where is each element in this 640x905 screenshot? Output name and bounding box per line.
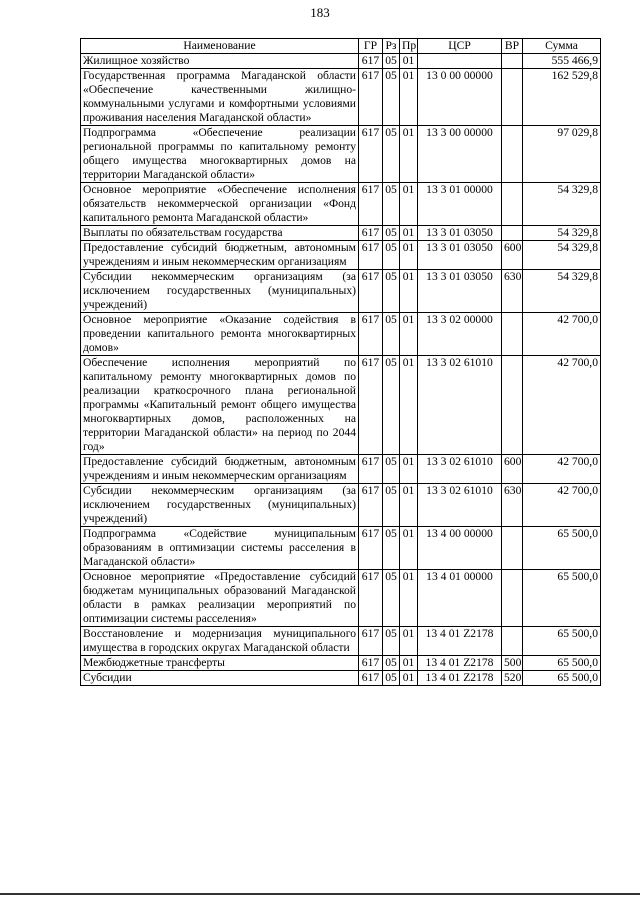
cell-sum: 54 329,8 [523,241,601,270]
cell-csr: 13 3 02 61010 [418,356,502,455]
page-number: 183 [310,5,330,20]
cell-rz: 05 [383,356,400,455]
table-row [81,455,601,484]
table-row [81,54,601,69]
cell-gr: 617 [359,627,383,656]
cell-gr: 617 [359,126,383,183]
cell-sum: 65 500,0 [523,570,601,627]
cell-pr: 01 [400,241,418,270]
cell-csr: 13 4 00 00000 [418,527,502,570]
cell-gr: 617 [359,183,383,226]
cell-gr: 617 [359,270,383,313]
column-header-rz: Рз [383,39,400,54]
cell-pr: 01 [400,570,418,627]
table-row [81,671,601,686]
cell-vr [502,226,523,241]
table-row [81,527,601,570]
cell-gr: 617 [359,69,383,126]
cell-pr: 01 [400,226,418,241]
cell-rz: 05 [383,656,400,671]
cell-vr: 600 [502,241,523,270]
cell-sum: 162 529,8 [523,69,601,126]
cell-rz: 05 [383,484,400,527]
cell-csr: 13 3 01 03050 [418,270,502,313]
cell-sum: 97 029,8 [523,126,601,183]
cell-csr: 13 0 00 00000 [418,69,502,126]
cell-gr: 617 [359,313,383,356]
cell-rz: 05 [383,270,400,313]
cell-csr: 13 3 01 03050 [418,241,502,270]
cell-sum: 555 466,9 [523,54,601,69]
cell-pr: 01 [400,627,418,656]
cell-gr: 617 [359,484,383,527]
cell-gr: 617 [359,671,383,686]
cell-csr: 13 3 02 61010 [418,484,502,527]
cell-csr: 13 3 02 61010 [418,455,502,484]
cell-vr [502,527,523,570]
cell-name: Субсидии некоммерческим организациям (за исключением государственных (муниципальных) учреждений) [81,484,359,527]
cell-csr: 13 4 01 Z2178 [418,627,502,656]
table-row [81,241,601,270]
cell-pr: 01 [400,69,418,126]
cell-pr: 01 [400,126,418,183]
cell-vr [502,54,523,69]
cell-vr: 600 [502,455,523,484]
cell-name: Основное мероприятие «Обеспечение исполнения обязательств некоммерческой организации «Фонд капитального ремонта Магаданской области» [81,183,359,226]
table-row [81,69,601,126]
column-header-pr: Пр [400,39,418,54]
cell-csr: 13 4 01 00000 [418,570,502,627]
table-row [81,126,601,183]
cell-name: Выплаты по обязательствам государства [81,226,359,241]
cell-name: Подпрограмма «Обеспечение реализации региональной программы по капитальному ремонту общего имущества многоквартирных домов на территории Магаданской области» [81,126,359,183]
table-row [81,356,601,455]
cell-vr: 500 [502,656,523,671]
cell-pr: 01 [400,656,418,671]
cell-pr: 01 [400,527,418,570]
cell-name: Жилищное хозяйство [81,54,359,69]
cell-name: Основное мероприятие «Оказание содействия в проведении капитального ремонта многоквартирных домов» [81,313,359,356]
cell-name: Обеспечение исполнения мероприятий по капитальному ремонту многоквартирных домов по реализации краткосрочного плана региональной программы «Капитальный ремонт общего имущества многоквартирных домов, расположенных на территории Магаданской области» на период по 2044 год» [81,356,359,455]
cell-gr: 617 [359,527,383,570]
cell-rz: 05 [383,183,400,226]
table-row [81,183,601,226]
cell-vr [502,126,523,183]
cell-vr [502,627,523,656]
cell-sum: 65 500,0 [523,527,601,570]
cell-rz: 05 [383,126,400,183]
table-row [81,484,601,527]
cell-name: Предоставление субсидий бюджетным, автономным учреждениям и иным некоммерческим организациям [81,455,359,484]
cell-rz: 05 [383,226,400,241]
column-header-csr: ЦСР [418,39,502,54]
cell-name: Подпрограмма «Содействие муниципальным образованиям в оптимизации системы расселения в Магаданской области» [81,527,359,570]
column-header-sum: Сумма [523,39,601,54]
cell-csr: 13 3 00 00000 [418,126,502,183]
cell-rz: 05 [383,69,400,126]
cell-rz: 05 [383,627,400,656]
table-row [81,656,601,671]
cell-vr: 630 [502,270,523,313]
cell-rz: 05 [383,455,400,484]
cell-name: Предоставление субсидий бюджетным, автономным учреждениям и иным некоммерческим организациям [81,241,359,270]
cell-vr: 520 [502,671,523,686]
cell-pr: 01 [400,455,418,484]
cell-sum: 54 329,8 [523,270,601,313]
table-row [81,570,601,627]
cell-csr [418,54,502,69]
cell-csr: 13 3 02 00000 [418,313,502,356]
cell-sum: 42 700,0 [523,356,601,455]
cell-pr: 01 [400,183,418,226]
cell-csr: 13 3 01 00000 [418,183,502,226]
table-row [81,627,601,656]
cell-gr: 617 [359,241,383,270]
cell-sum: 42 700,0 [523,313,601,356]
cell-sum: 65 500,0 [523,671,601,686]
table-header-row [81,39,601,54]
cell-pr: 01 [400,356,418,455]
cell-pr: 01 [400,270,418,313]
cell-name: Субсидии некоммерческим организациям (за исключением государственных (муниципальных) учреждений) [81,270,359,313]
cell-vr: 630 [502,484,523,527]
cell-sum: 54 329,8 [523,226,601,241]
cell-pr: 01 [400,671,418,686]
table-row [81,313,601,356]
cell-sum: 65 500,0 [523,656,601,671]
cell-pr: 01 [400,313,418,356]
cell-name: Субсидии [81,671,359,686]
cell-csr: 13 3 01 03050 [418,226,502,241]
table-body [81,54,601,686]
cell-rz: 05 [383,527,400,570]
cell-vr [502,313,523,356]
cell-rz: 05 [383,313,400,356]
cell-sum: 42 700,0 [523,455,601,484]
cell-csr: 13 4 01 Z2178 [418,656,502,671]
cell-rz: 05 [383,671,400,686]
cell-rz: 05 [383,241,400,270]
budget-table [80,38,601,686]
cell-pr: 01 [400,54,418,69]
cell-name: Восстановление и модернизация муниципального имущества в городских округах Магаданской области [81,627,359,656]
table-row [81,226,601,241]
cell-gr: 617 [359,356,383,455]
column-header-vr: ВР [502,39,523,54]
cell-name: Межбюджетные трансферты [81,656,359,671]
cell-gr: 617 [359,656,383,671]
cell-pr: 01 [400,484,418,527]
cell-vr [502,570,523,627]
cell-vr [502,69,523,126]
column-header-gr: ГР [359,39,383,54]
cell-gr: 617 [359,226,383,241]
cell-gr: 617 [359,455,383,484]
cell-sum: 65 500,0 [523,627,601,656]
cell-sum: 42 700,0 [523,484,601,527]
cell-gr: 617 [359,570,383,627]
cell-vr [502,356,523,455]
table-row [81,270,601,313]
cell-csr: 13 4 01 Z2178 [418,671,502,686]
cell-gr: 617 [359,54,383,69]
cell-vr [502,183,523,226]
cell-rz: 05 [383,570,400,627]
cell-sum: 54 329,8 [523,183,601,226]
column-header-name: Наименование [81,39,359,54]
page-bottom-rule [0,893,640,895]
cell-name: Основное мероприятие «Предоставление субсидий бюджетам муниципальных образований Магаданской области в рамках реализации мероприятий по оптимизации системы расселения» [81,570,359,627]
cell-name: Государственная программа Магаданской области «Обеспечение качественными жилищно-коммунальными услугами и комфортными условиями проживания населения Магаданской области» [81,69,359,126]
cell-rz: 05 [383,54,400,69]
